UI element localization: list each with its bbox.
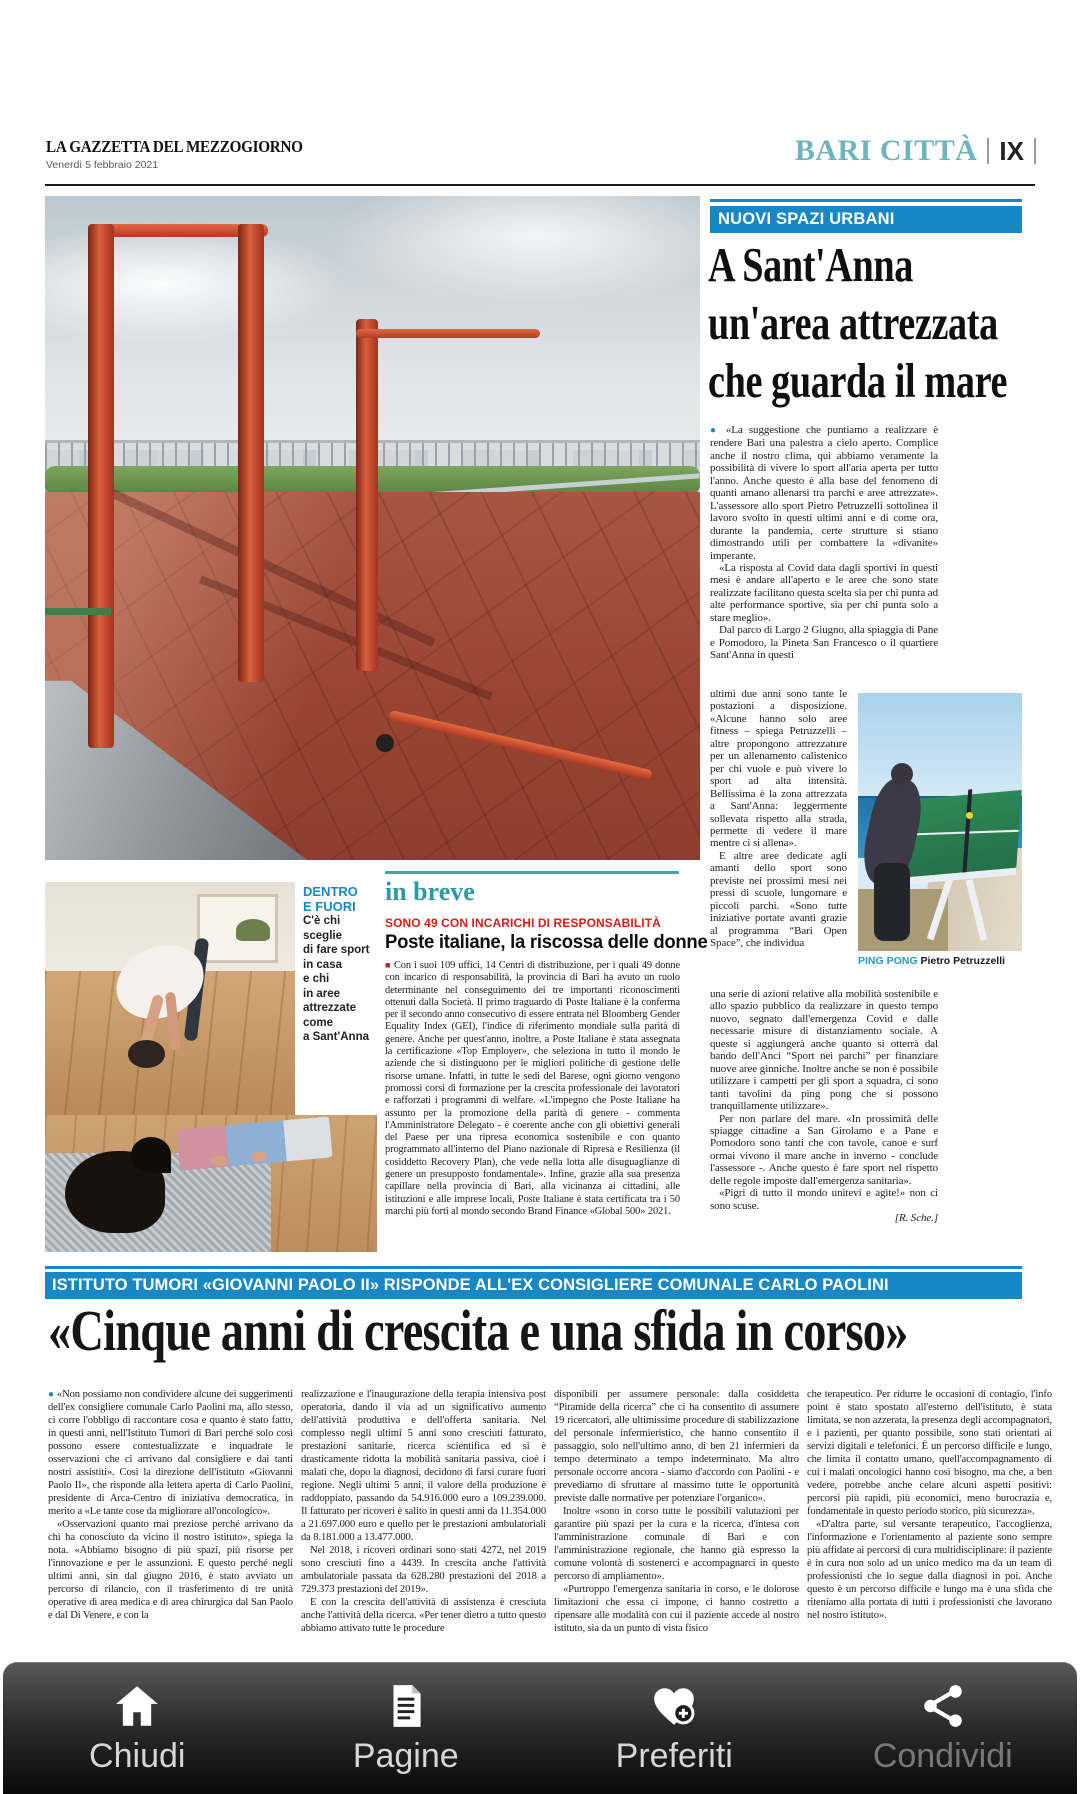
plant (236, 919, 270, 941)
paragraph: «Pigri di tutto il mondo unitevi e agite!» non ci sono scuse. (710, 1187, 938, 1212)
outdoor-gym-photo (45, 196, 700, 860)
player-head (891, 763, 913, 785)
headline-line: A Sant'Anna (708, 237, 913, 292)
paragraph: «Osservazioni quanto mai preziose perché arrivano da chi ha conosciuto da vicino il nostro istituto», spiega la nota. «Abbiamo bisogno di più spazi, più risorse per l'innovazione e per le assunzioni. E questo perché negli ultimi anni, sin dal giugno 2016, è stato avviato un percorso di rilancio, con il trasferimento di tre unità operative di area medica e di area chirurgica dal San Paolo e dal Di Venere, e con la (48, 1519, 293, 1621)
gym-pole (88, 224, 114, 749)
pages-button[interactable] (272, 1663, 541, 1794)
paragraph: «La risposta al Covid data dagli sportivi in questi mesi è andare all'aperto e le aree che sono state realizzate facilitano questa scelta sia per chi punta ad alte performance sportive, sia per chi punta solo a stare meglio». (710, 561, 938, 624)
paragraph-bullet-icon: ● (710, 425, 720, 436)
photo-sidebar (303, 884, 381, 1045)
toolbar-label: Pagine (352, 1737, 459, 1775)
article-column (301, 1388, 546, 1654)
caption-label: PING PONG (858, 955, 918, 967)
gym-pole (238, 224, 264, 682)
sidebar-title: E FUORI (303, 899, 356, 914)
article-body (710, 988, 938, 1256)
sidebar-caption-line: a Sant'Anna (303, 1031, 369, 1043)
kicker-rule (710, 199, 1022, 202)
paragraph: E altre aree dedicate agli amanti dello sport sono previste nei prossimi mesi nei pressi di scuole, lungomare e piccoli parchi. «Sono tutte iniziative portate avanti grazie al programma “Bari Open Space”, che individua (710, 849, 847, 950)
publication-date: Venerdì 5 febbraio 2021 (46, 159, 159, 171)
paragraph-bullet-icon: ● (48, 1389, 55, 1400)
section-label: BARI CITTÀ (794, 134, 978, 167)
in-breve-rule (385, 871, 679, 874)
high-bar (356, 329, 539, 338)
headline-line: che guarda il mare (708, 353, 1008, 408)
paragraph: Nel 2018, i ricoveri ordinari sono stati 4272, nel 2019 sono cresciuti fino a 4439. In crescita anche l'attività ambulatoriale passata da 628.280 prestazioni del 2018 a 729.373 prestazioni del 2019». (301, 1545, 546, 1595)
paragraph: «Non possiamo non condividere alcune dei suggerimenti dell'ex consigliere comunale Carlo Paolini ma, allo stesso, ci corre l'obbligo di raccontare cosa e quanto è stato fatto, in questi anni, nell'Istituto Tumori di Bari perché solo così possono essere contestualizzate e inquadrate le osservazioni che ci arrivano dal consigliere e dai tanti nostri assistiti». Così la direzione dell'istituto «Giovanni Paolo II», che risponde alla lettera aperta di Carlo Paolini, presidente di Arca-Centro di iniziativa democratica, in merito a «Le tante cose da migliorare all'oncologico». (48, 1389, 293, 1517)
home-icon (112, 1681, 162, 1731)
article-column (807, 1388, 1052, 1654)
paragraph: una serie di azioni relative alla mobilità sostenibile e allo spazio pubblico da realizzare in questo tempo nuovo, segnato dall'emergenza Covid e dalle necessarie misure di distanziamento sociale. A queste si aggiungerà anche quanto si otterrà dal bando dell'Anci “Sport nei parchi” per finanziare nuove aree ginniche. Inoltre anche se non è possibile utilizzare i campetti per gli sport a squadra, ci sono tanti tavolini da ping pong che si possono tranquillamente utilizzare». (710, 988, 938, 1113)
paragraph: Dal parco di Largo 2 Giugno, alla spiaggia di Pane e Pomodoro, la Pineta San Francesco o il quartiere Sant'Anna in questi (710, 624, 938, 662)
sidebar-caption-line: in aree (303, 987, 341, 1000)
yoga-mat (176, 1117, 332, 1171)
app-toolbar (3, 1662, 1077, 1794)
main-headline (708, 236, 1038, 410)
article-kicker: NUOVI SPAZI URBANI (710, 206, 1022, 233)
close-button[interactable] (3, 1663, 272, 1794)
article-body (710, 424, 938, 688)
in-breve-title: in breve (385, 877, 475, 906)
dog-mat-photo (45, 1115, 377, 1252)
paragraph: «Purtroppo l'emergenza sanitaria in corso, e le dolorose limitazioni che essa ci impone, ci hanno costretto a ripensare alle modalità con cui il paziente accede al nostro istituto, sia da un punto di vista fisico (554, 1584, 799, 1634)
in-breve-kicker: SONO 49 CON INCARICHI DI RESPONSABILITÀ (385, 916, 661, 930)
sidebar-caption-line: attrezzate (303, 1002, 357, 1014)
divider (1034, 138, 1036, 164)
page-number: IX (999, 136, 1024, 166)
share-icon (918, 1681, 968, 1731)
bottom-article-headline: «Cinque anni di crescita e una sfida in corso» (48, 1298, 908, 1363)
paragraph: Per non parlare del mare. «In prossimità delle spiagge cittadine a San Girolamo e a Pane e Pomodoro sono tanti che con tavole, canoe e surf ormai vivono il mare anche in inverno - conclude l'assessore -. Anche questo è fare sport nel rispetto delle regole imposte dall'emergenza sanitaria». (710, 1112, 938, 1187)
section-header (795, 134, 1036, 168)
sidebar-caption-line: sceglie (303, 929, 342, 942)
in-breve-body (385, 959, 680, 1258)
header-rule (45, 184, 1035, 186)
photo-caption (858, 955, 1028, 967)
paragraph: «D'altra parte, sul versante terapeutico, l'accoglienza, l'informazione e l'orientamento al paziente sono sempre più affidate ai percorsi di cura multidisciplinare: il paziente è in cura non solo ad un unico medico ma da un team di professionisti che lo segue dalla diagnosi in poi. Anche questo è un percorso difficile e lungo ma è una sfida che riteniamo alla portata di tutti i professionisti che lavorano nel nostro istituto». (807, 1519, 1052, 1621)
sidebar-caption-line: come (303, 1016, 334, 1029)
ping-pong-photo (858, 693, 1022, 951)
banner-rule (45, 1266, 1022, 1269)
article-column (48, 1388, 293, 1654)
byline: [R. Sche.] (894, 1212, 938, 1225)
bar-cap (376, 734, 394, 752)
sidebar-caption-line: di fare sport (303, 944, 370, 956)
divider (987, 138, 989, 164)
sidebar-caption-line: C'è chi (303, 915, 341, 927)
article-body (710, 688, 847, 988)
article-column (554, 1388, 799, 1654)
hand (251, 1152, 267, 1162)
caption-text: Pietro Petruzzelli (920, 955, 1006, 967)
paragraph: «La suggestione che puntiamo a realizzare è rendere Bari una palestra a cielo aperto. Complice anche il nostro clima, qui abbiamo veramente la possibilità di vivere lo sport all'aria aperta per tutto l'anno. Anche questo è alla base del fenomeno di quanti amano allenarsi tra parchi e aree attrezzate». L'assessore allo sport Pietro Petruzzelli sottolinea il lavoro svolto in questi ultimi anni e di come ora, durante la pandemia, certe strutture si stiano dimostrando utili per combattere la «divanite» imperante. (710, 424, 938, 562)
toolbar-label: Preferiti (615, 1737, 733, 1775)
toolbar-label: Chiudi (89, 1737, 186, 1775)
paragraph: disponibili per assumere personale: dalla cosiddetta “Piramide della ricerca” che ci ha consentito di assumere 19 ricercatori, alle ultimissime procedure di stabilizzazione del personale infermieristico, che hanno consentito il passaggio, solo nell'ultimo anno, di ben 21 infermieri da tempo determinato a tempo indeterminato. Ma altro personale occorre ancora - siamo d'accordo con Paolini - e prevediamo di sfruttare al massimo tutte le opportunità previste dalle normative per potenziare l'organico». (554, 1389, 799, 1504)
dog-ear (131, 1137, 171, 1173)
paragraph: ultimi due anni sono tante le postazioni a disposizione. «Alcune hanno solo aree fitness – spiega Petruzzelli – altre propongono attrezzature per un allenamento calistenico per chi vuole e può vivere lo sport ad alta intensità. Bellissima è la zona attrezzata a Sant'Anna: leggermente sollevata rispetto alla strada, permette di vedere il mare mentre ci si allena». (710, 688, 847, 850)
pages-icon (381, 1681, 431, 1731)
masthead: LA GAZZETTA DEL MEZZOGIORNO (46, 137, 303, 156)
home-yoga-photo (45, 882, 295, 1115)
paragraph: realizzazione e l'inaugurazione della terapia intensiva post operatoria, dando il via ad un significativo aumento dell'attività produttiva e dell'offerta sanitaria. Nel complesso negli ultimi 5 anni sono cresciuti fatturato, prestazioni sanitarie, ricerca scientifica ed si è drasticamente ridotta la mobilità sanitaria passiva, cioè i malati che, dopo la diagnosi, decidono di farsi curare fuori regione. Negli ultimi 5 anni, il valore della produzione è raddoppiato, passando da 54.916.000 euro a 109.239.000. Il fatturato per ricoveri è salito in questi anni da 11.354.000 a 21.697.000 euro e quello per le prestazioni ambulatoriali da 8.181.000 a 13.477.000. (301, 1389, 546, 1543)
green-bar (45, 608, 111, 615)
square-bullet-icon: ■ (385, 960, 391, 970)
sidebar-caption-line: in casa (303, 958, 342, 971)
paragraph: E con la crescita dell'attività di assistenza è cresciuta anche l'attività della ricerca. «Per tener dietro a tutto questo abbiamo attivato tutte le procedure (301, 1597, 546, 1634)
toolbar-label: Condividi (872, 1737, 1013, 1775)
paragraph: Con i suoi 109 uffici, 14 Centri di distribuzione, per i quali 49 donne con incarico di responsabilità, la provincia di Bari ha avuto un ruolo determinante nel conseguimento dei tre importanti riconoscimenti ottenuti dalla Società. Il primo traguardo di Poste Italiane è la conferma per il secondo anno consecutivo di essere entrata nel Bloomberg Gender Equality Index (GEI), l'indice di riferimento mondiale sulla parità di genere. Anche per quest'anno, inoltre, a Poste Italiane è stata assegnata la certificazione «Top Employer», che seleziona in tutto il mondo le aziende che si distinguono per le migliori politiche di gestione delle risorse umane. Infatti, in tutte le sedi del Barese, ogni giorno vengono promossi corsi di formazione per la crescita professionale dei lavoratori e rafforzati i programmi di welfare. «L'impegno che Poste Italiane ha assunto per la promozione della parità di genere - commenta l'Amministratore Delegato - è coerente anche con gli obiettivi generali del Paese per una ripresa economica sostenibile e con quanto programmato all'interno del Piano nazionale di Ripresa e Resilienza (il cosiddetto Recovery Plan), che vede nella lotta alle disuguaglianze di genere un presupposto fondamentale». Infine, grazie alla sua presenza capillare nella provincia di Bari, alla vicinanza ai cittadini, alle istituzioni e alle imprese locali, Poste Italiane è stata certificata tra i 50 marchi più forti al mondo secondo Brand Finance «Global 500» 2021. (385, 960, 680, 1217)
bottom-article-banner: ISTITUTO TUMORI «GIOVANNI PAOLO II» RISPONDE ALL'EX CONSIGLIERE COMUNALE CARLO PAOLINI (45, 1272, 1022, 1299)
player-legs (874, 863, 910, 940)
ball (966, 812, 973, 819)
favorites-icon (649, 1681, 699, 1731)
share-button[interactable] (809, 1663, 1078, 1794)
gym-pole (356, 319, 378, 671)
sidebar-title: DENTRO (303, 884, 358, 899)
paragraph: che terapeutico. Per ridurre le occasioni di contagio, l'info point è stato spostato all'esterno dell'istituto, è stata limitata, se non azzerata, la presenza degli accompagnatori, e i pazienti, per quanto possibile, sono stati orientati ai servizi digitali e telefonici. È un percorso difficile e lungo, che limita il contatto umano, quell'accompagnamento di cui i malati oncologici hanno così bisogno, ma che, a ben vedere, potrebbe anche celare alcuni aspetti positivi: percorsi più rapidi, più economici, meno burocrazia e, fondamentale in questo periodo storico, più sicurezza». (807, 1389, 1052, 1517)
paragraph: Inoltre «sono in corso tutte le possibili valutazioni per garantire più spazi per la cura e la ricerca, d'intesa con l'amministrazione comunale di Bari e con l'amministrazione regionale, che hanno già espresso la comune volontà di sostenerci e accompagnarci in questo percorso di ampliamento». (554, 1506, 799, 1582)
in-breve-headline: Poste italiane, la riscossa delle donne (385, 931, 708, 953)
sidebar-caption-line: e chi (303, 973, 330, 985)
favorites-button[interactable] (540, 1663, 809, 1794)
headline-line: un'area attrezzata (708, 295, 998, 350)
